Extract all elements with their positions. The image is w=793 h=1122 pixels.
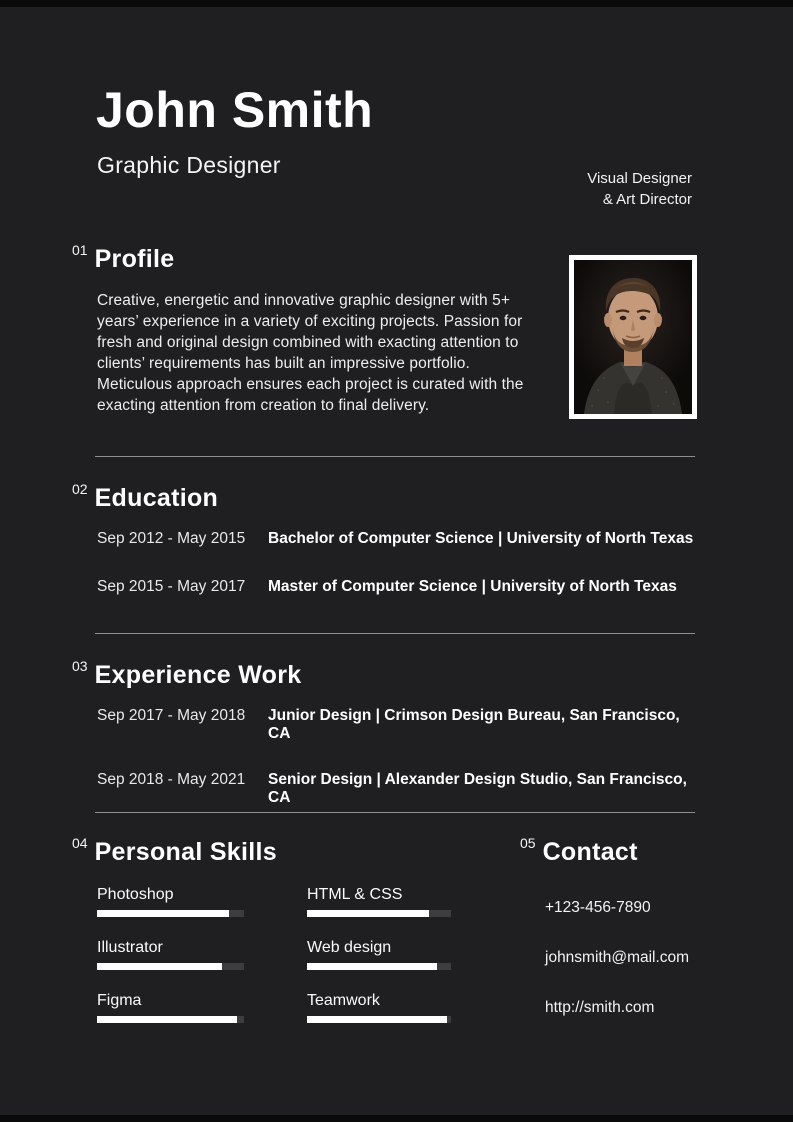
experience-list	[97, 707, 703, 807]
skill-bar-fill	[307, 910, 429, 917]
skills-column-right	[307, 886, 451, 1045]
experience-dates: Sep 2018 - May 2021	[97, 771, 246, 788]
tagline	[587, 168, 692, 210]
contact-phone: +123-456-7890	[545, 899, 651, 916]
profile-summary-text: Creative, energetic and innovative graphic designer with 5+ years’ experience in a variety of exciting projects. Passion for fresh and original design combined with exacting attention to clients’ requirements has built an impressive portfolio. Meticulous approach ensures each project is curated with the exacting attention from creation to final delivery.	[97, 292, 524, 414]
experience-detail: Junior Design | Crimson Design Bureau, San Francisco, CA	[268, 707, 680, 742]
profile-photo	[569, 255, 697, 419]
skills-section-number: 04	[72, 835, 88, 851]
experience-detail: Senior Design | Alexander Design Studio, San Francisco, CA	[268, 771, 687, 806]
skill-label: Web design	[307, 939, 392, 956]
skills-section-heading	[72, 835, 277, 866]
top-edge-bar	[0, 0, 793, 7]
skill-bar-track	[97, 910, 244, 917]
education-dates: Sep 2015 - May 2017	[97, 578, 246, 595]
skill-bar-track	[97, 963, 244, 970]
skill-item	[97, 992, 244, 1023]
portrait-photo-illustration	[574, 260, 692, 414]
experience-section-title: Experience Work	[94, 661, 302, 689]
skill-item	[97, 939, 244, 970]
skill-bar-fill	[307, 963, 437, 970]
skill-bar-track	[307, 963, 451, 970]
contact-list	[545, 899, 689, 1049]
tagline-line-2: & Art Director	[602, 191, 692, 208]
skill-bar-fill	[307, 1016, 447, 1023]
skill-item	[307, 886, 451, 917]
education-section-title: Education	[94, 484, 219, 512]
skill-bar-track	[307, 1016, 451, 1023]
skill-item	[97, 886, 244, 917]
profile-section-heading	[72, 242, 175, 273]
skill-item	[307, 939, 451, 970]
bottom-edge-bar	[0, 1115, 793, 1122]
contact-section-title: Contact	[542, 838, 638, 866]
skill-bar-track	[307, 910, 451, 917]
skill-bar-fill	[97, 1016, 237, 1023]
contact-section-number: 05	[520, 835, 536, 851]
skill-label: Figma	[97, 992, 142, 1009]
education-section-heading	[72, 481, 219, 512]
contact-website: http://smith.com	[545, 999, 655, 1016]
skills-section-title: Personal Skills	[94, 838, 277, 866]
skill-item	[307, 992, 451, 1023]
education-list	[97, 530, 703, 596]
education-section-number: 02	[72, 481, 88, 497]
profile-section-number: 01	[72, 242, 88, 258]
skill-label: Teamwork	[307, 992, 380, 1009]
tagline-line-1: Visual Designer	[587, 170, 692, 187]
contact-email: johnsmith@mail.com	[545, 949, 690, 966]
skill-label: HTML & CSS	[307, 886, 403, 903]
skill-label: Illustrator	[97, 939, 163, 956]
education-detail: Master of Computer Science | University of North Texas	[268, 578, 677, 595]
job-title: Graphic Designer	[97, 152, 281, 178]
skills-column-left	[97, 886, 244, 1045]
experience-dates: Sep 2017 - May 2018	[97, 707, 246, 724]
divider-after-experience	[95, 812, 695, 813]
education-detail: Bachelor of Computer Science | University of North Texas	[268, 530, 694, 547]
education-row	[97, 530, 703, 548]
education-row	[97, 578, 703, 596]
skill-bar-track	[97, 1016, 244, 1023]
experience-row	[97, 771, 703, 807]
experience-section-heading	[72, 658, 302, 689]
divider-after-profile	[95, 456, 695, 457]
skill-bar-fill	[97, 910, 229, 917]
skill-label: Photoshop	[97, 886, 174, 903]
profile-section-title: Profile	[94, 245, 175, 273]
divider-after-education	[95, 633, 695, 634]
experience-row	[97, 707, 703, 743]
education-dates: Sep 2012 - May 2015	[97, 530, 246, 547]
person-name: John Smith	[96, 82, 374, 138]
experience-section-number: 03	[72, 658, 88, 674]
contact-section-heading	[520, 835, 638, 866]
skill-bar-fill	[97, 963, 222, 970]
